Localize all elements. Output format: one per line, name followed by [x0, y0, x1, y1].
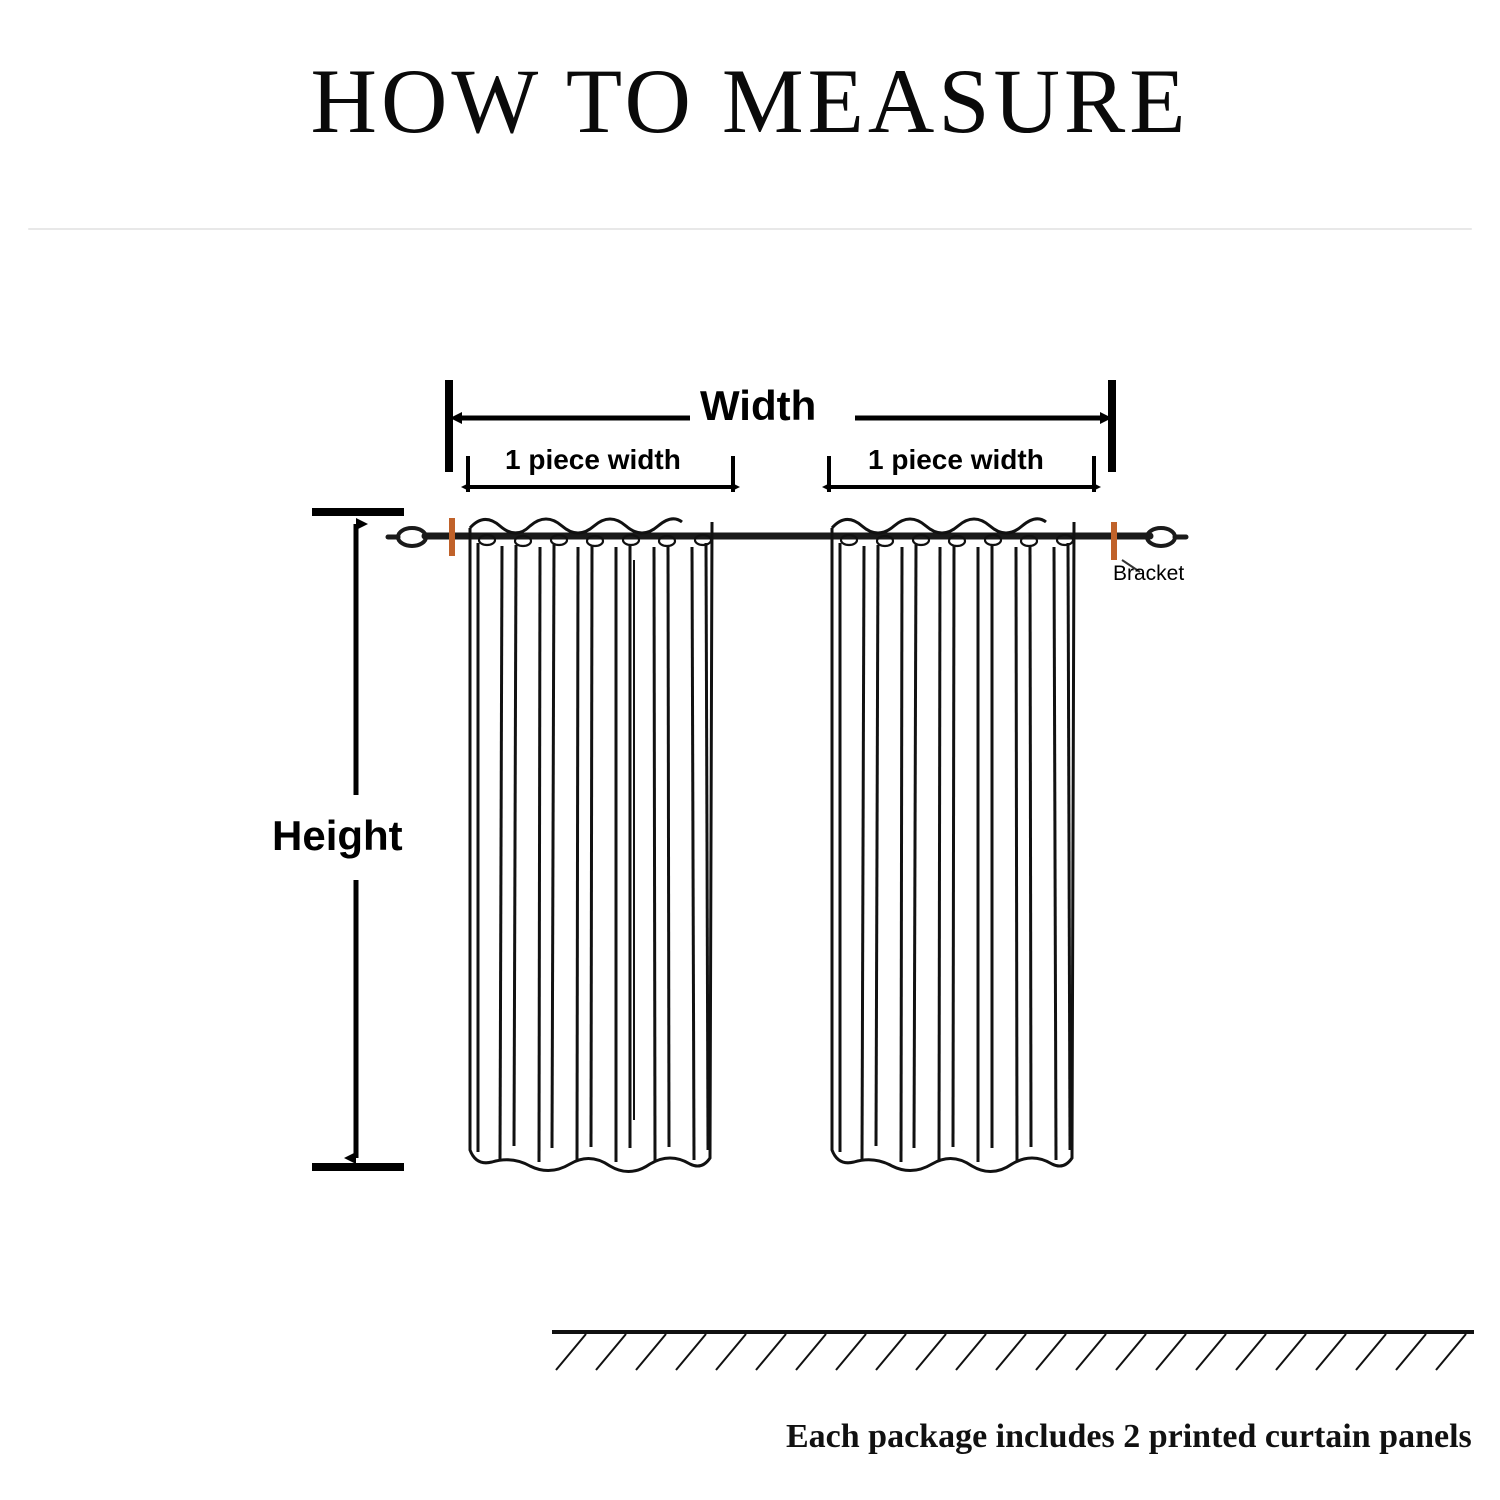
- page-title: HOW TO MEASURE: [310, 50, 1190, 152]
- bracket-label: Bracket: [1113, 562, 1185, 585]
- footer-note: Each package includes 2 printed curtain panels: [786, 1418, 1472, 1455]
- width-label: Width: [700, 382, 817, 429]
- height-label: Height: [272, 812, 403, 859]
- floor-hatching: [552, 1332, 1474, 1370]
- curtain-panel-left: [470, 519, 712, 1172]
- curtain-panel-right: [832, 519, 1074, 1172]
- piece-width-label-left: 1 piece width: [505, 444, 681, 475]
- piece-width-label-right: 1 piece width: [868, 444, 1044, 475]
